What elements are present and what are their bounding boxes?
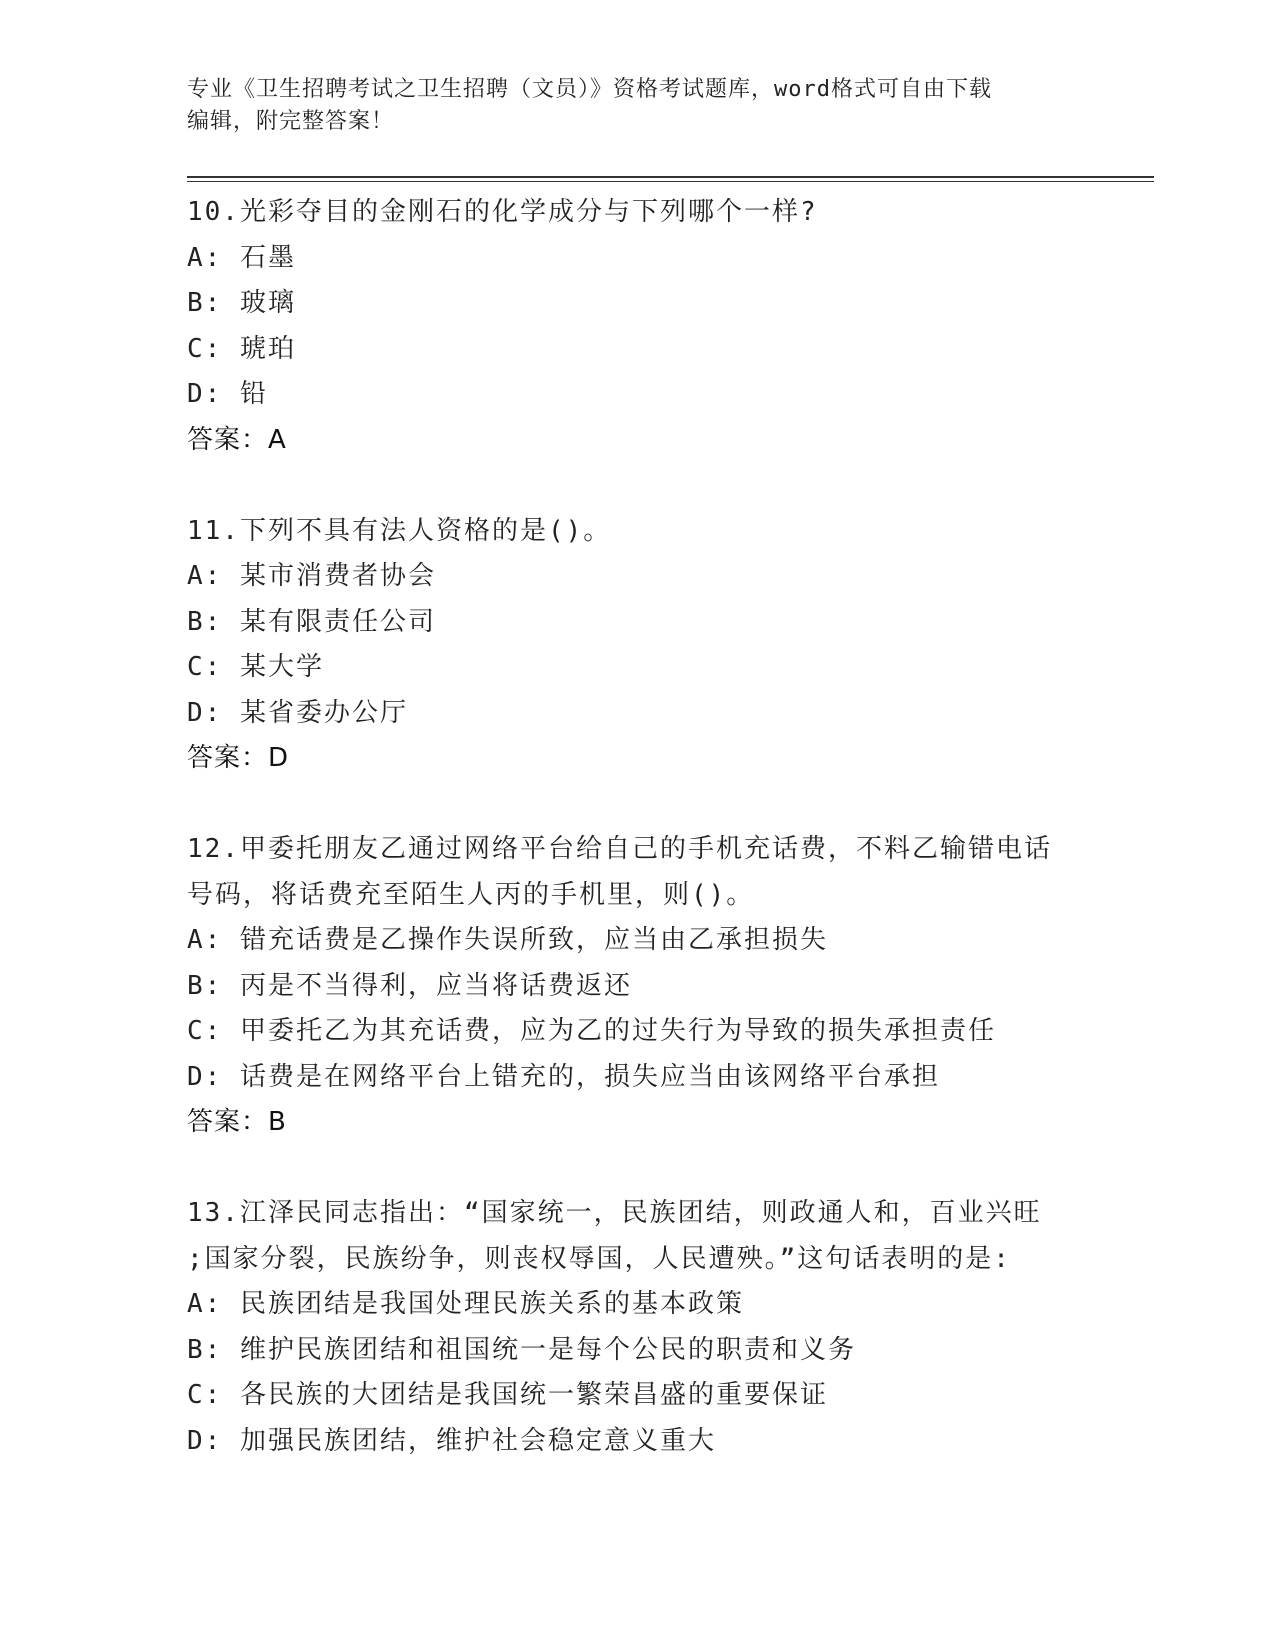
header-line-1: 专业《卫生招聘考试之卫生招聘（文员）》资格考试题库，word格式可自由下载 [187,77,992,102]
answer-label: 答案：D [187,743,290,773]
question-stem: 11.下列不具有法人资格的是()。 [187,515,612,546]
option-b: B: 维护民族团结和祖国统一是每个公民的职责和义务 [187,1334,856,1365]
option-a: A: 石墨 [187,242,296,273]
header-line-2: 编辑，附完整答案！ [187,109,395,134]
question-12 [187,827,1087,1146]
option-a: A: 错充话费是乙操作失误所致，应当由乙承担损失 [187,925,828,955]
option-d: D: 话费是在网络平台上错充的，损失应当由该网络平台承担 [187,1061,940,1092]
question-10 [187,190,1087,463]
document-header [187,74,1087,138]
question-11 [187,509,1087,782]
question-stem: 13.江泽民同志指出：“国家统一，民族团结，则政通人和，百业兴旺 [187,1198,1042,1228]
option-c: C: 某大学 [187,652,324,682]
question-stem-continued: 号码，将话费充至陌生人丙的手机里，则()。 [187,879,755,910]
option-a: A: 民族团结是我国处理民族关系的基本政策 [187,1289,744,1319]
question-list [187,190,1087,1464]
option-d: D: 加强民族团结，维护社会稳定意义重大 [187,1425,716,1456]
answer-label: 答案：B [187,1107,287,1137]
question-stem: 12.甲委托朋友乙通过网络平台给自己的手机充话费，不料乙输错电话 [187,834,1052,864]
option-d: D: 铅 [187,379,268,409]
question-stem-continued: ;国家分裂，民族纷争，则丧权辱国，人民遭殃。”这句话表明的是: [187,1243,1011,1274]
option-b: B: 丙是不当得利，应当将话费返还 [187,970,632,1001]
option-a: A: 某市消费者协会 [187,561,436,591]
question-13 [187,1191,1087,1464]
question-stem: 10.光彩夺目的金刚石的化学成分与下列哪个一样? [187,197,818,227]
option-c: C: 琥珀 [187,333,296,364]
option-c: C: 甲委托乙为其充话费，应为乙的过失行为导致的损失承担责任 [187,1016,996,1046]
option-c: C: 各民族的大团结是我国统一繁荣昌盛的重要保证 [187,1380,828,1410]
option-b: B: 玻璃 [187,288,296,318]
option-d: D: 某省委办公厅 [187,697,408,728]
option-b: B: 某有限责任公司 [187,606,436,637]
header-divider-thin [187,181,1154,182]
header-divider [187,176,1154,178]
answer-label: 答案：A [187,424,287,455]
